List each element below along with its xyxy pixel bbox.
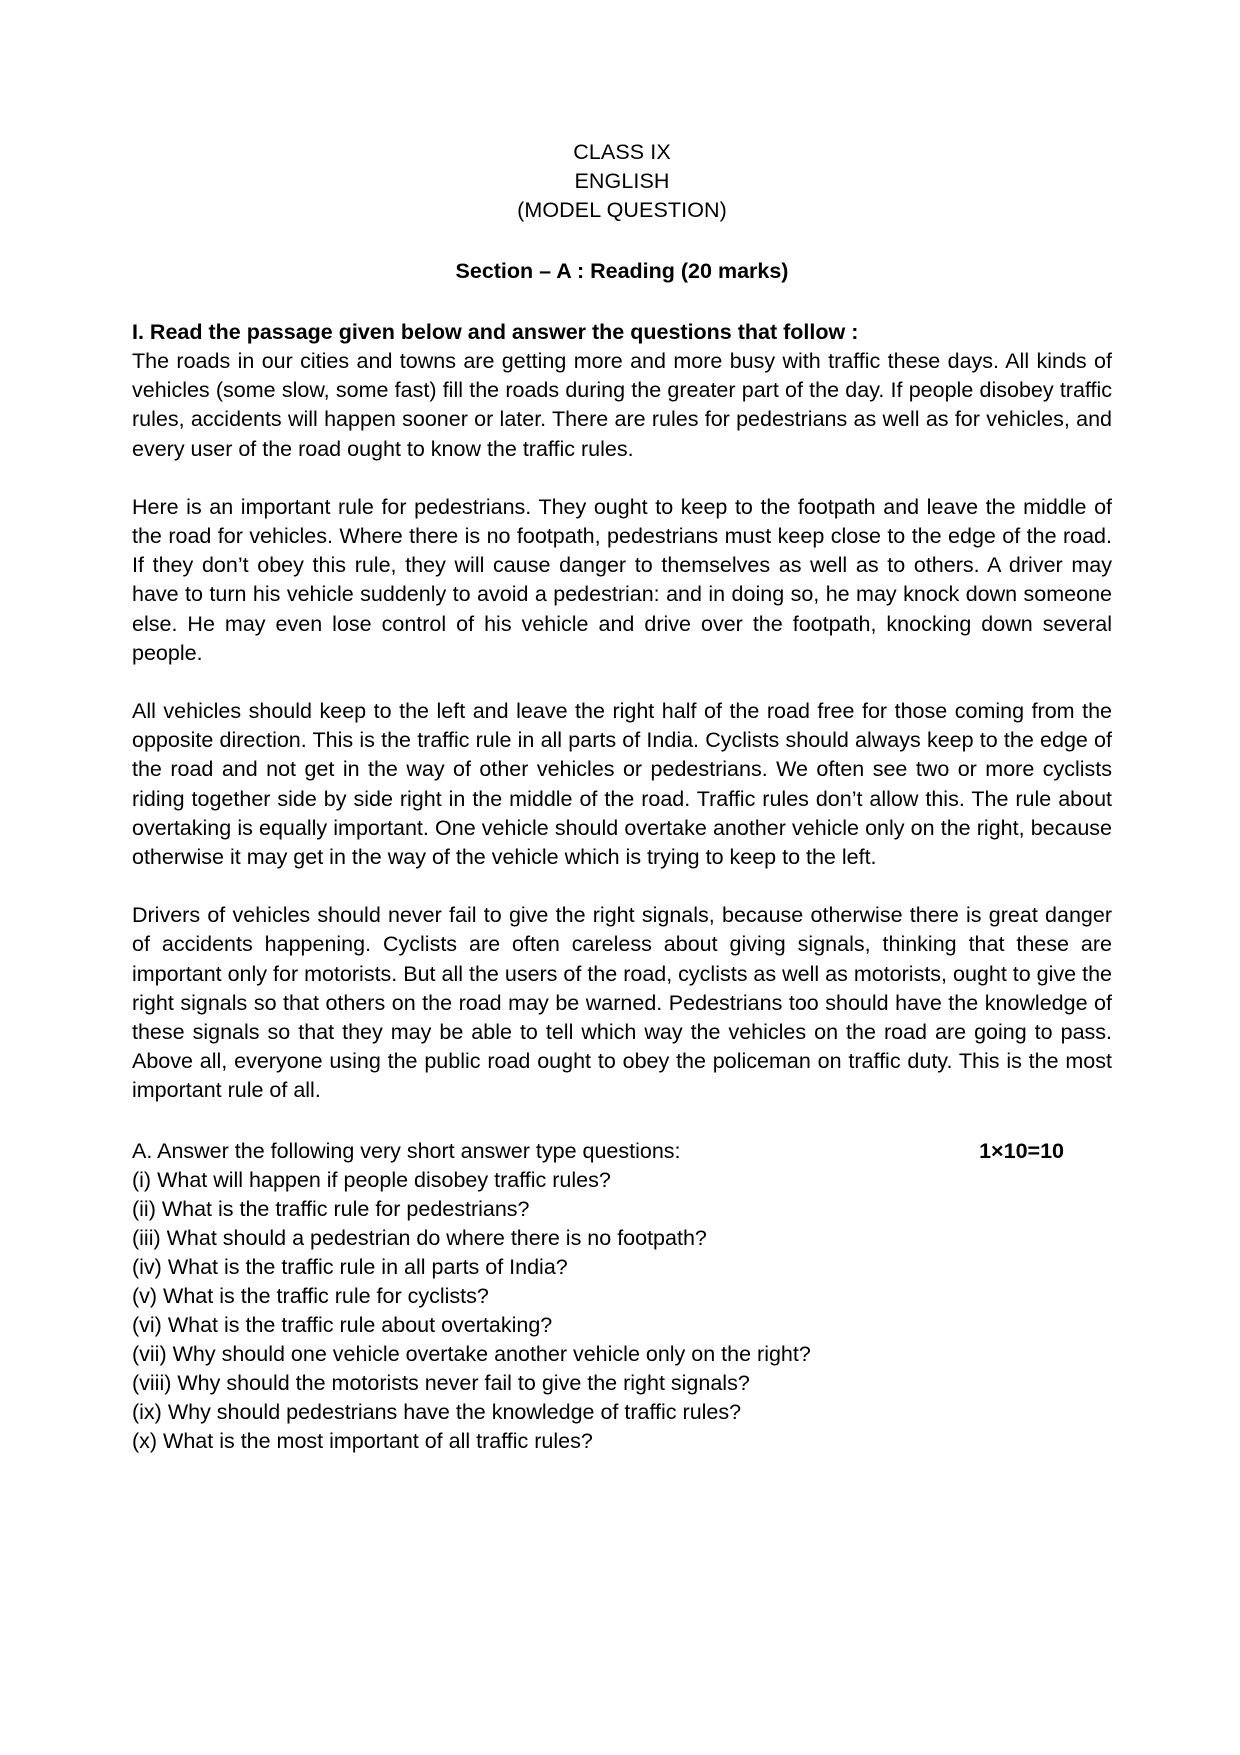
list-item: (vi) What is the traffic rule about overtaking? bbox=[132, 1312, 553, 1337]
reading-instruction: I. Read the passage given below and answer the questions that follow : bbox=[132, 320, 859, 344]
list-item: (viii) Why should the motorists never fail to give the right signals? bbox=[132, 1370, 750, 1395]
list-item: (i) What will happen if people disobey traffic rules? bbox=[132, 1167, 611, 1192]
question-section-a bbox=[132, 1137, 1112, 1456]
passage-paragraph: Here is an important rule for pedestrians. They ought to keep to the footpath and leave the middle of the road for vehicles. Where there is no footpath, pedestrians must keep close to the edge of the road. If they don’t obey this rule, they will cause danger to themselves as well as to others. A driver may have to turn his vehicle suddenly to avoid a pedestrian: and in doing so, he may knock down someone else. He may even lose control of his vehicle and drive over the footpath, knocking down several people. bbox=[132, 494, 1112, 665]
list-item: (ix) Why should pedestrians have the knowledge of traffic rules? bbox=[132, 1399, 742, 1424]
question-section-header bbox=[132, 1137, 1112, 1166]
section-title: Section – A : Reading (20 marks) bbox=[455, 259, 789, 283]
question-list bbox=[132, 1166, 1112, 1456]
list-item: (ii) What is the traffic rule for pedestrians? bbox=[132, 1196, 530, 1221]
header-class-line: CLASS IX bbox=[573, 140, 671, 164]
document-header bbox=[132, 138, 1112, 225]
passage-body bbox=[132, 347, 1112, 1106]
passage-paragraph: All vehicles should keep to the left and leave the right half of the road free for those coming from the opposite direction. This is the traffic rule in all parts of India. Cyclists should always keep to the edge of the road and not get in the way of other vehicles or pedestrians. We often see two or more cyclists riding together side by side right in the middle of the road. Traffic rules don’t allow this. The rule about overtaking is equally important. One vehicle should overtake another vehicle only on the right, because otherwise it may get in the way of the vehicle which is trying to keep to the left. bbox=[132, 699, 1112, 870]
question-section-label: A. Answer the following very short answer type questions: bbox=[132, 1138, 681, 1163]
list-item: (x) What is the most important of all traffic rules? bbox=[132, 1428, 593, 1453]
header-paper-type-line: (MODEL QUESTION) bbox=[517, 198, 727, 222]
list-item: (iii) What should a pedestrian do where there is no footpath? bbox=[132, 1225, 707, 1250]
list-item: (vii) Why should one vehicle overtake another vehicle only on the right? bbox=[132, 1341, 811, 1366]
passage-paragraph: Drivers of vehicles should never fail to give the right signals, because otherwise there is great danger of accidents happening. Cyclists are often careless about giving signals, thinking that these are important only for motorists. But all the users of the road, cyclists as well as motorists, ought to give the right signals so that others on the road may be warned. Pedestrians too should have the knowledge of these signals so that they may be able to tell which way the vehicles on the road are going to pass. Above all, everyone using the public road ought to obey the policeman on traffic duty. This is the most important rule of all. bbox=[132, 903, 1112, 1103]
list-item: (v) What is the traffic rule for cyclists? bbox=[132, 1283, 489, 1308]
header-subject-line: ENGLISH bbox=[574, 169, 670, 193]
list-item: (iv) What is the traffic rule in all parts of India? bbox=[132, 1254, 568, 1279]
question-section-marks: 1×10=10 bbox=[979, 1138, 1064, 1163]
passage-paragraph: The roads in our cities and towns are getting more and more busy with traffic these days. All kinds of vehicles (some slow, some fast) fill the roads during the greater part of the day. If people disobey traffic rules, accidents will happen sooner or later. There are rules for pedestrians as well as for vehicles, and every user of the road ought to know the traffic rules. bbox=[132, 349, 1112, 461]
